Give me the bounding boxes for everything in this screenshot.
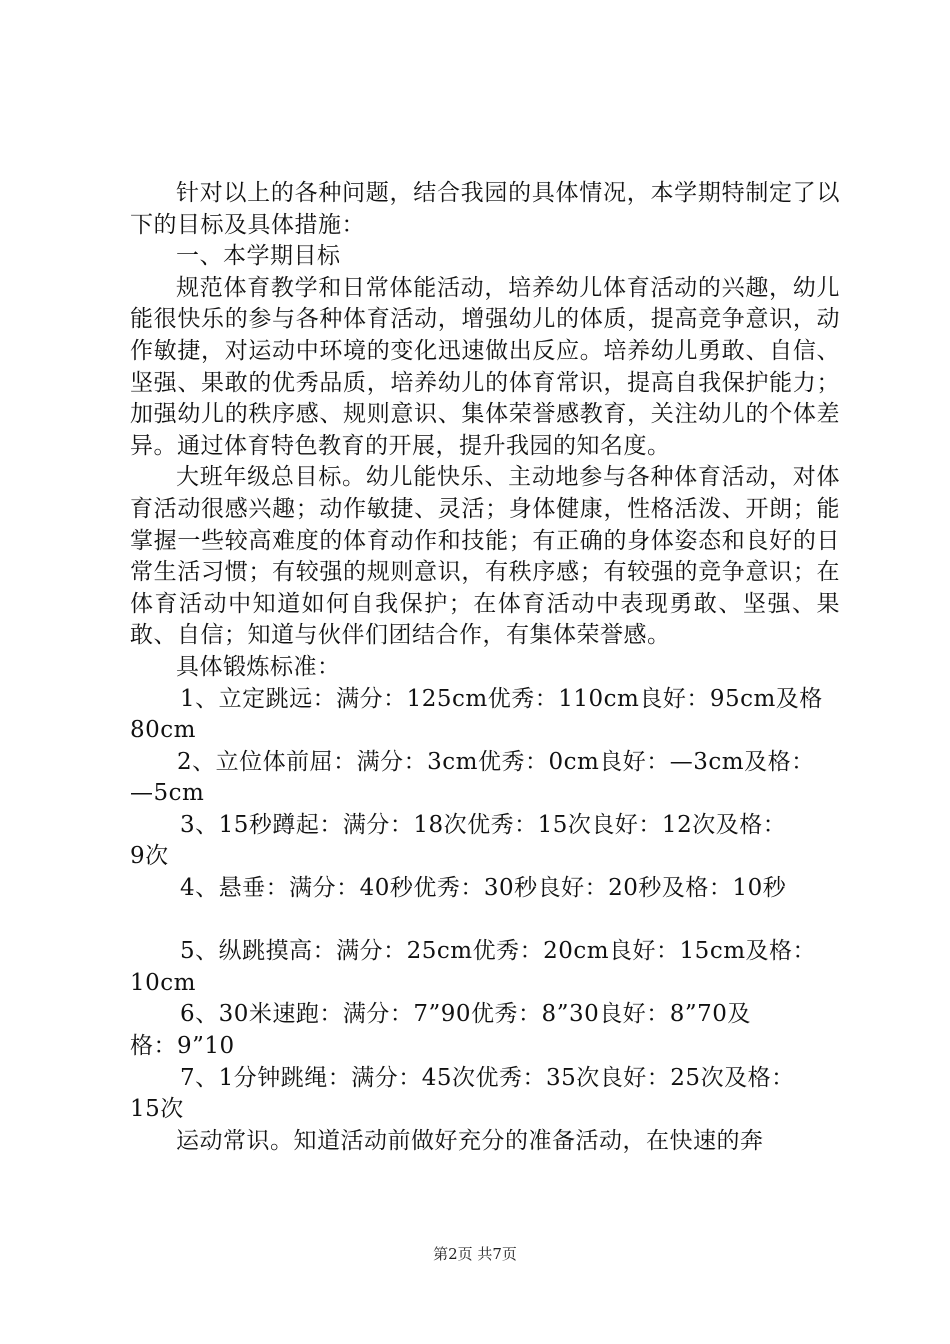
standard-item-6 [130, 999, 840, 1062]
standard-line: 3、15秒蹲起：满分：18次优秀：15次良好：12次及格： [180, 811, 787, 838]
standard-line: 6、30米速跑：满分：7”90优秀：8”30良好：8”70及 [180, 1001, 751, 1028]
section-heading-goals: 一、本学期目标 [176, 243, 341, 270]
standard-line-wrap: 80cm [130, 717, 196, 744]
standard-line: 4、悬垂：满分：40秒优秀：30秒良好：20秒及格：10秒 [180, 875, 787, 902]
standard-line-wrap: 10cm [130, 969, 196, 996]
standard-line-wrap: —5cm [130, 780, 205, 807]
standard-item-2 [130, 747, 840, 810]
standards-heading: 具体锻炼标准： [176, 653, 341, 680]
standard-line-wrap: 15次 [130, 1096, 184, 1123]
standard-item-4 [130, 873, 840, 936]
standard-line-wrap: 格：9”10 [130, 1033, 235, 1060]
sports-knowledge-paragraph: 运动常识。知道活动前做好充分的准备活动，在快速的奔 [176, 1127, 764, 1154]
standard-line: 1、立定跳远：满分：125cm优秀：110cm良好：95cm及格 [180, 685, 823, 712]
standard-line: 2、立位体前屈：满分：3cm优秀：0cm良好：—3cm及格： [177, 748, 815, 775]
document-body [130, 178, 840, 1157]
standard-item-5 [130, 936, 840, 999]
standard-line: 7、1分钟跳绳：满分：45次优秀：35次良好：25次及格： [180, 1064, 795, 1091]
page-footer: 第2页 共7页 [433, 1245, 517, 1263]
standard-item-7 [130, 1063, 840, 1126]
big-class-goal-paragraph: 大班年级总目标。幼儿能快乐、主动地参与各种体育活动，对体育活动很感兴趣；动作敏捷、灵活；身体健康，性格活泼、开朗；能掌握一些较高难度的体育动作和技能；有正确的身体姿态和良好的日常生活习惯；有较强的规则意识，有秩序感；有较强的竞争意识；在体育活动中知道如何自我保护；在体育活动中表现勇敢、坚强、果敢、自信；知道与伙伴们团结合作，有集体荣誉感。 [130, 464, 840, 649]
intro-paragraph: 针对以上的各种问题，结合我园的具体情况，本学期特制定了以下的目标及具体措施： [130, 180, 840, 238]
standard-item-1 [130, 684, 840, 747]
standard-line-wrap: 9次 [130, 843, 169, 870]
goal-paragraph: 规范体育教学和日常体能活动，培养幼儿体育活动的兴趣，幼儿能很快乐的参与各种体育活动，增强幼儿的体质，提高竞争意识，动作敏捷，对运动中环境的变化迅速做出反应。培养幼儿勇敢、自信、坚强、果敢的优秀品质，培养幼儿的体育常识，提高自我保护能力；加强幼儿的秩序感、规则意识、集体荣誉感教育，关注幼儿的个体差异。通过体育特色教育的开展，提升我园的知名度。 [130, 274, 840, 459]
standard-item-3 [130, 810, 840, 873]
standard-line: 5、纵跳摸高：满分：25cm优秀：20cm良好：15cm及格： [180, 938, 817, 965]
